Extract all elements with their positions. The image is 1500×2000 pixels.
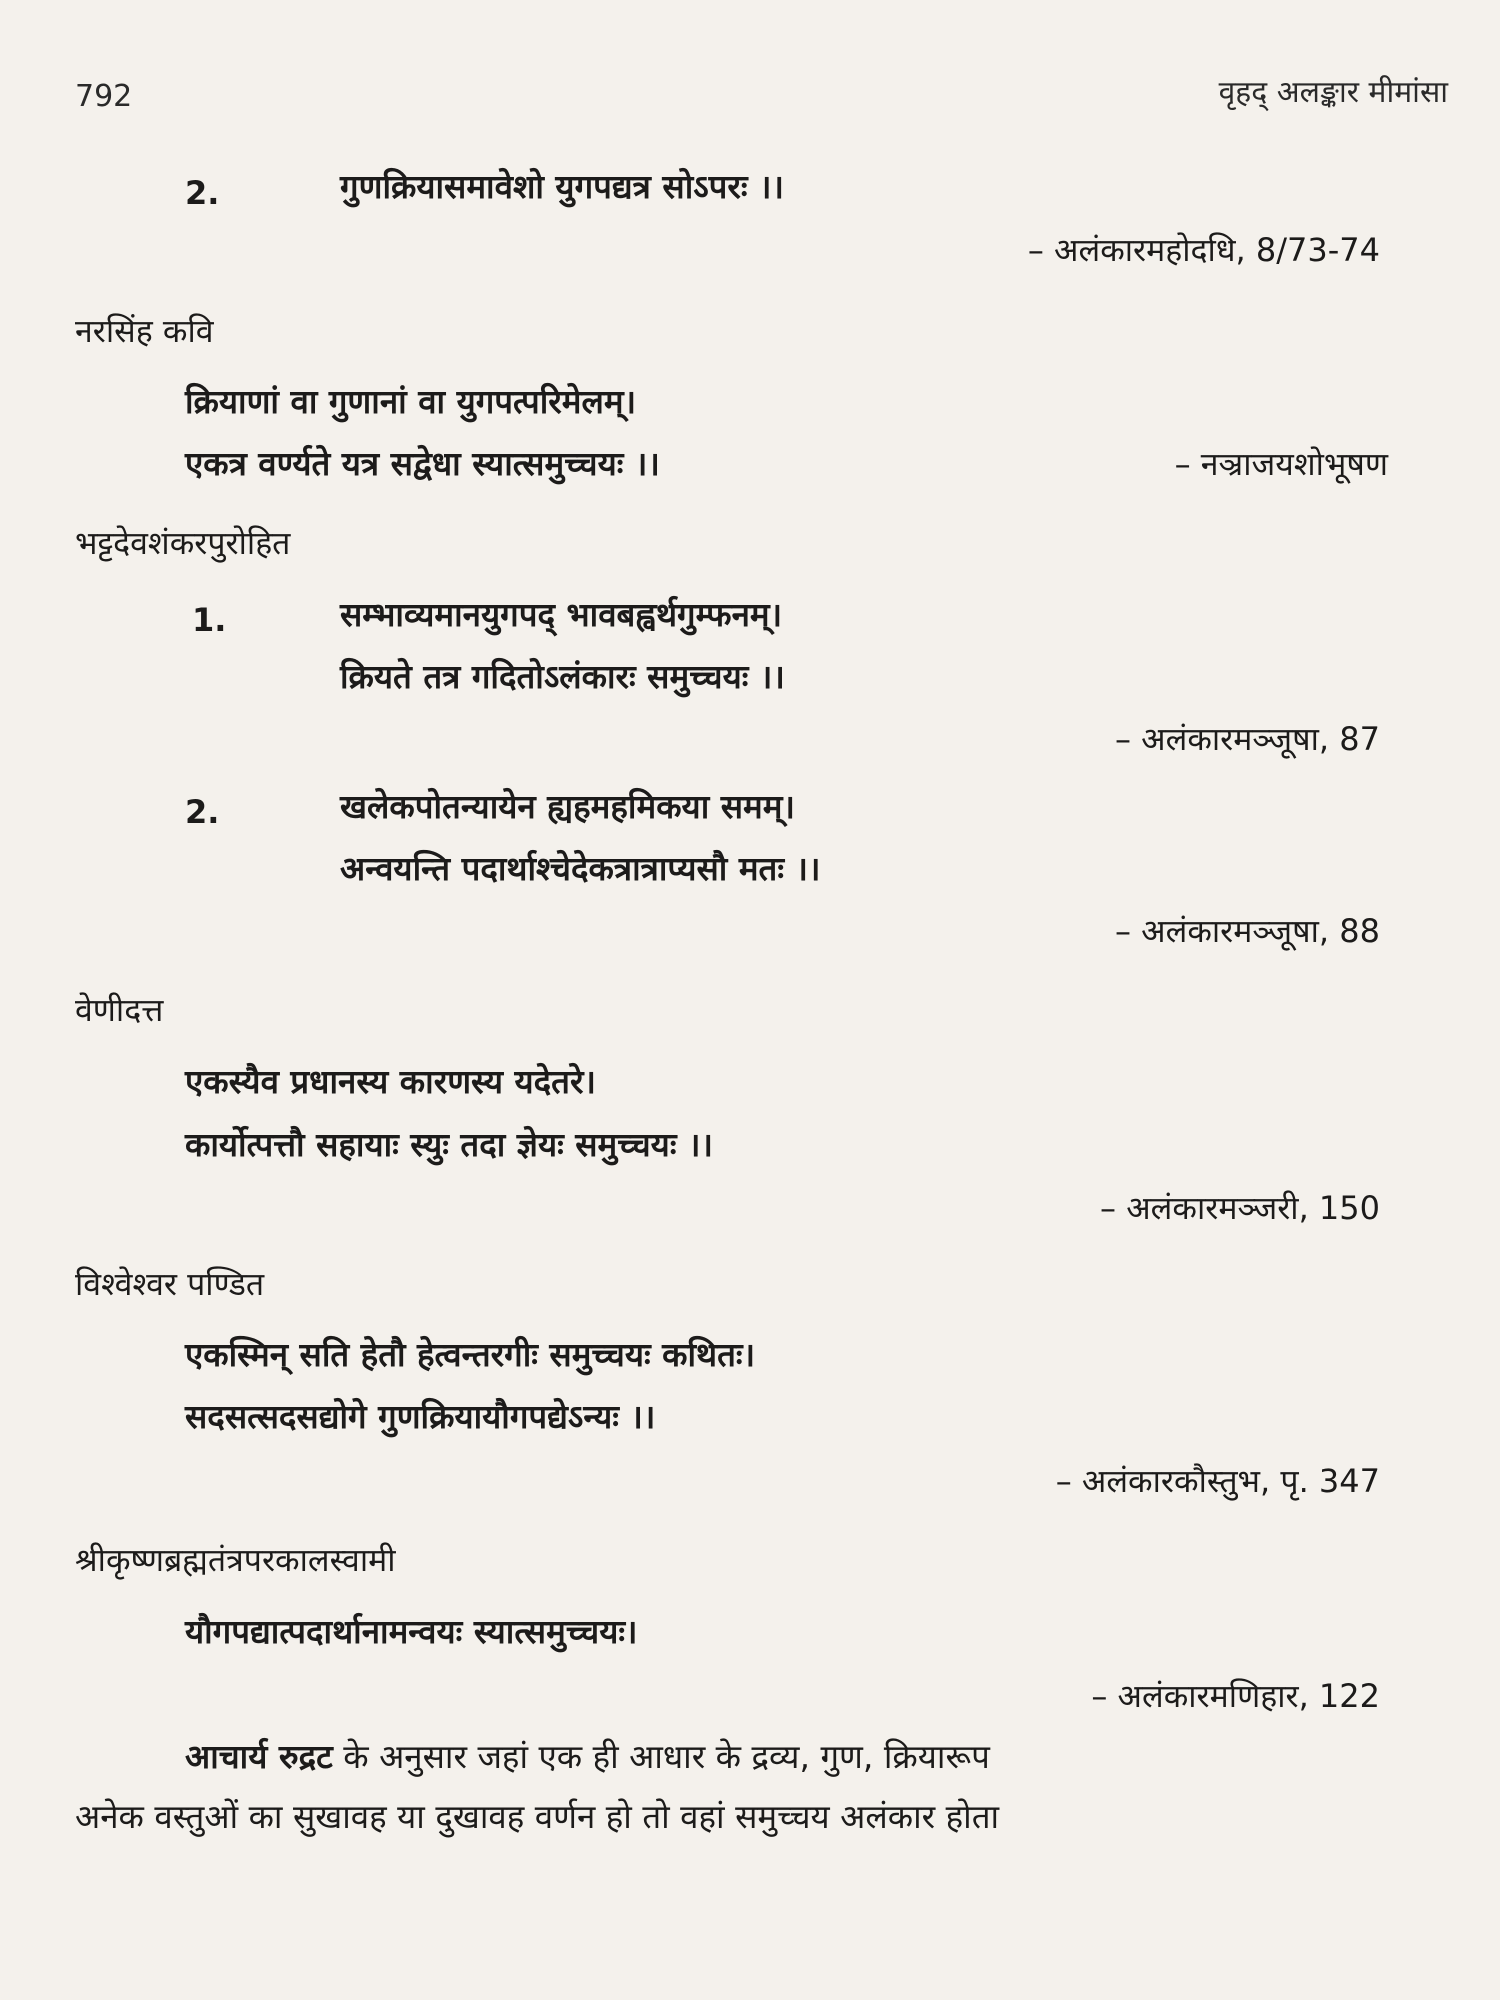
source-citation: – अलंकारमञ्जूषा, 87 bbox=[1115, 720, 1380, 758]
verse-number: 2. bbox=[185, 793, 220, 831]
verse-line: एकस्मिन् सति हेतौ हेत्वन्तरगीः समुच्चयः कथितः। bbox=[185, 1335, 756, 1374]
verse-line: कार्योत्पत्तौ सहायाः स्युः तदा ज्ञेयः समुच्चयः ।। bbox=[185, 1125, 713, 1164]
verse-line: यौगपद्यात्पदार्थानामन्वयः स्यात्समुच्चयः। bbox=[185, 1612, 638, 1651]
verse-line: सम्भाव्यमानयुगपद् भावबह्वर्थगुम्फनम्। bbox=[340, 595, 783, 634]
verse-number: 1. bbox=[192, 601, 227, 639]
verse-line: खलेकपोतन्यायेन ह्यहमहमिकया समम्। bbox=[340, 787, 796, 826]
source-citation: – अलंकारमञ्जरी, 150 bbox=[1100, 1189, 1380, 1227]
source-citation: – अलंकारमहोदधि, 8/73-74 bbox=[1027, 231, 1380, 269]
verse-line: क्रियाणां वा गुणानां वा युगपत्परिमेलम्। bbox=[185, 382, 637, 421]
paragraph-emphasis: आचार्य रुद्रट bbox=[185, 1737, 333, 1776]
paragraph-line: अनेक वस्तुओं का सुखावह या दुखावह वर्णन हो तो वहां समुच्चय अलंकार होता bbox=[75, 1797, 1000, 1836]
paragraph-text: के अनुसार जहां एक ही आधार के द्रव्य, गुण, क्रियारूप bbox=[332, 1737, 990, 1776]
page-number: 792 bbox=[75, 79, 133, 114]
source-citation: – अलंकारमणिहार, 122 bbox=[1091, 1677, 1380, 1715]
source-citation: – नञ्राजयशोभूषण bbox=[1174, 445, 1388, 483]
author-name: नरसिंह कवि bbox=[75, 312, 214, 350]
author-name: वेणीदत्त bbox=[75, 991, 164, 1029]
verse-line: एकस्यैव प्रधानस्य कारणस्य यदेतरे। bbox=[185, 1062, 596, 1101]
verse-line: एकत्र वर्ण्यते यत्र सद्वेधा स्यात्समुच्चयः ।। bbox=[185, 444, 660, 483]
verse-line: सदसत्सदसद्योगे गुणक्रियायौगपद्येऽन्यः ।। bbox=[185, 1397, 656, 1436]
source-citation: – अलंकारकौस्तुभ, पृ. 347 bbox=[1055, 1462, 1380, 1500]
author-name: श्रीकृष्णब्रह्मतंत्रपरकालस्वामी bbox=[75, 1541, 396, 1579]
author-name: विश्वेश्वर पण्डित bbox=[75, 1265, 265, 1303]
paragraph-line bbox=[185, 1737, 990, 1776]
verse-number: 2. bbox=[185, 174, 220, 212]
verse-line: अन्वयन्ति पदार्थाश्चेदेकत्रात्राप्यसौ मतः ।। bbox=[340, 849, 821, 888]
running-title: वृहद् अलङ्कार मीमांसा bbox=[1218, 75, 1448, 110]
source-citation: – अलंकारमञ्जूषा, 88 bbox=[1115, 912, 1380, 950]
author-name: भट्टदेवशंकरपुरोहित bbox=[75, 524, 291, 562]
verse-line: गुणक्रियासमावेशो युगपद्यत्र सोऽपरः ।। bbox=[340, 167, 785, 206]
verse-line: क्रियते तत्र गदितोऽलंकारः समुच्चयः ।। bbox=[340, 657, 785, 696]
